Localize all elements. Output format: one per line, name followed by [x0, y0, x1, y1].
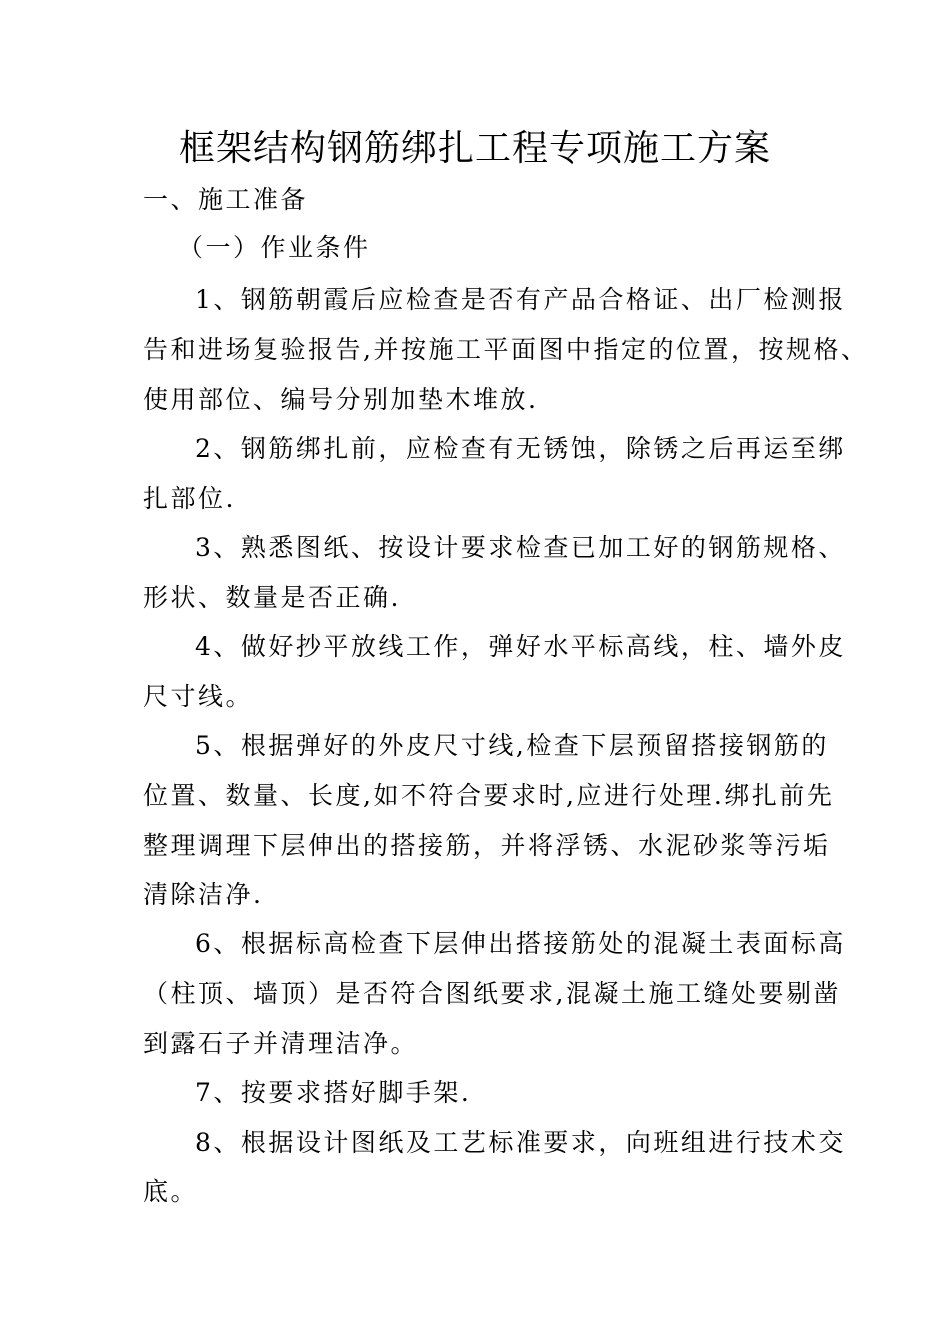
paragraph-line: （柱顶、墙顶）是否符合图纸要求,混凝土施工缝处要剔凿 — [143, 979, 841, 1008]
paragraph-line: 使用部位、编号分别加垫木堆放. — [143, 385, 539, 414]
paragraph-line: 告和进场复验报告,并按施工平面图中指定的位置，按规格、 — [143, 335, 869, 364]
paragraph-line: 扎部位. — [143, 484, 236, 513]
paragraph-line: 整理调理下层伸出的搭接筋，并将浮锈、水泥砂浆等污垢 — [143, 831, 831, 860]
paragraph-line: 7、按要求搭好脚手架. — [195, 1078, 472, 1107]
paragraph-line: 位置、数量、长度,如不符合要求时,应进行处理.绑扎前先 — [143, 781, 835, 810]
paragraph-line: 4、做好抄平放线工作，弹好水平标高线，柱、墙外皮 — [195, 632, 846, 661]
paragraph-line: 2、钢筋绑扎前，应检查有无锈蚀，除锈之后再运至绑 — [195, 434, 846, 463]
paragraph-line: 3、熟悉图纸、按设计要求检查已加工好的钢筋规格、 — [195, 533, 846, 562]
paragraph-line: 1、钢筋朝霞后应检查是否有产品合格证、出厂检测报 — [195, 285, 846, 314]
paragraph-line: 6、根据标高检查下层伸出搭接筋处的混凝土表面标高 — [195, 929, 846, 958]
paragraph-line: 底。 — [143, 1177, 199, 1206]
paragraph-line: 尺寸线。 — [143, 682, 254, 711]
paragraph-line: 5、根据弹好的外皮尺寸线,检查下层预留搭接钢筋的 — [195, 731, 829, 760]
paragraph-line: 形状、数量是否正确. — [143, 583, 401, 612]
subsection-heading: （一）作业条件 — [178, 233, 371, 262]
document-title: 框架结构钢筋绑扎工程专项施工方案 — [178, 128, 771, 169]
paragraph-line: 到露石子并清理洁净。 — [143, 1029, 419, 1058]
paragraph-line: 8、根据设计图纸及工艺标准要求，向班组进行技术交 — [195, 1128, 846, 1157]
section-heading: 一、施工准备 — [143, 185, 309, 214]
paragraph-line: 清除洁净. — [143, 880, 264, 909]
